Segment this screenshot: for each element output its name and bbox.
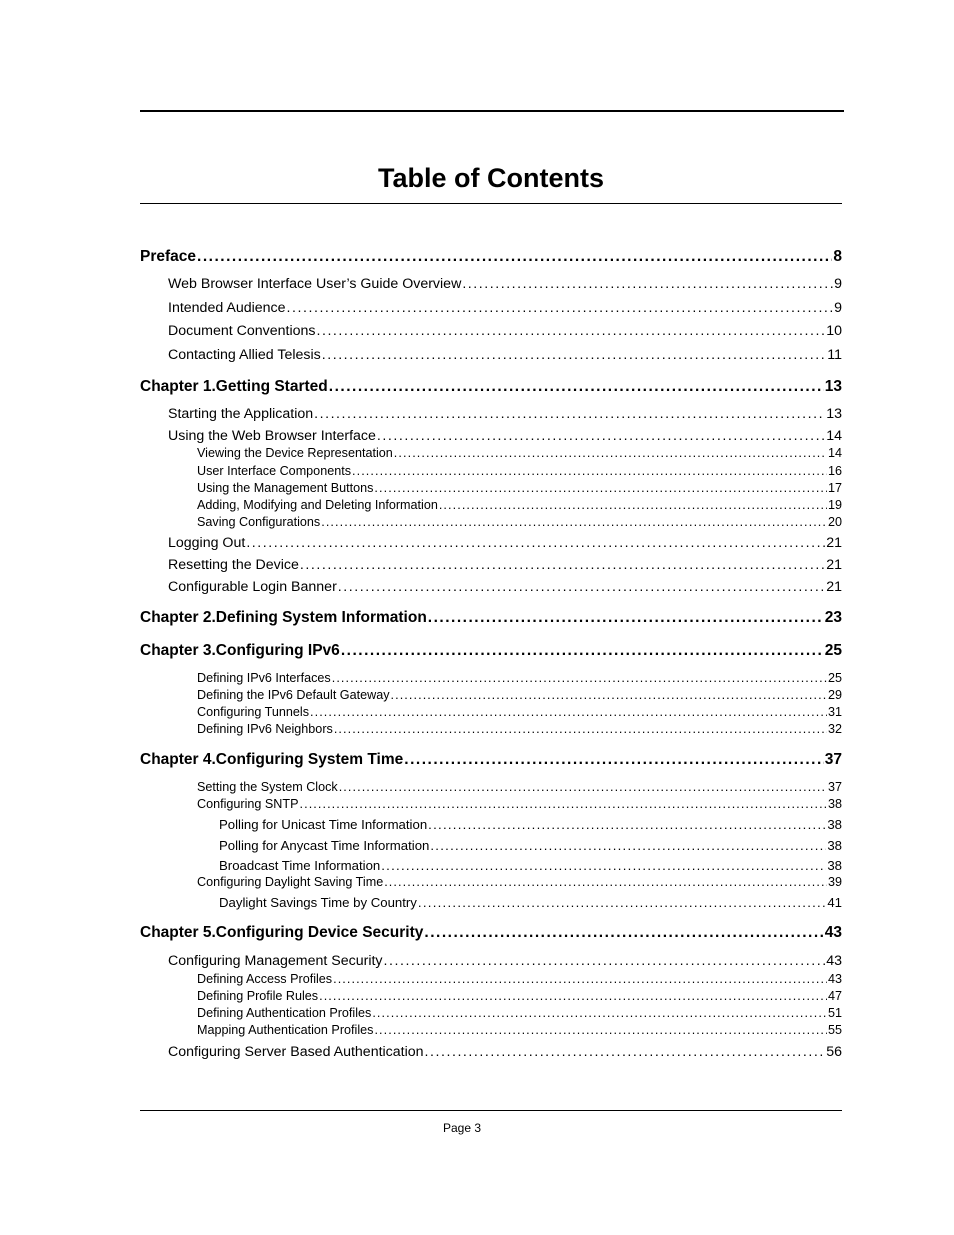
toc-entry[interactable]: Daylight Savings Time by Country . . . 41 [219, 895, 842, 910]
toc-entry-chapter-4[interactable]: Chapter 4.Configuring System Time . . . 37 [140, 751, 842, 769]
toc-entry[interactable]: Configuring Daylight Saving Time . . . 39 [197, 875, 842, 889]
toc-entry[interactable]: Using the Web Browser Interface . . . 14 [168, 428, 842, 444]
toc-entry-chapter-2[interactable]: Chapter 2.Defining System Information . . . 23 [140, 609, 842, 627]
toc-entry[interactable]: Polling for Unicast Time Information . . . 38 [219, 817, 842, 832]
toc-entry[interactable]: Contacting Allied Telesis . . . 11 [168, 347, 842, 363]
toc-entry[interactable]: Logging Out . . . 21 [168, 535, 842, 551]
toc-entry[interactable]: User Interface Components . . . 16 [197, 464, 842, 478]
toc-entry[interactable]: Web Browser Interface User’s Guide Overview . . . 9 [168, 276, 842, 292]
toc-entry[interactable]: Viewing the Device Representation . . . 14 [197, 446, 842, 460]
footer-rule [140, 1110, 842, 1111]
toc-entry[interactable]: Setting the System Clock . . . 37 [197, 780, 842, 794]
toc-entry[interactable]: Starting the Application . . . 13 [168, 406, 842, 422]
toc-entry[interactable]: Configuring Tunnels . . . 31 [197, 705, 842, 719]
toc-entry[interactable]: Defining IPv6 Interfaces . . . 25 [197, 671, 842, 685]
toc-entry[interactable]: Defining Profile Rules . . . 47 [197, 989, 842, 1003]
toc-entry[interactable]: Using the Management Buttons . . . 17 [197, 481, 842, 495]
toc-entry[interactable]: Defining Access Profiles . . . 43 [197, 972, 842, 986]
toc-entry[interactable]: Adding, Modifying and Deleting Information . . . 19 [197, 498, 842, 512]
toc-entry[interactable]: Defining Authentication Profiles . . . 51 [197, 1006, 842, 1020]
toc-entry-chapter-5[interactable]: Chapter 5.Configuring Device Security . . . 43 [140, 924, 842, 942]
toc-entry[interactable]: Configuring Server Based Authentication . . . 56 [168, 1044, 842, 1060]
toc-entry[interactable]: Polling for Anycast Time Information . . . 38 [219, 838, 842, 853]
toc-entry-chapter-1[interactable]: Chapter 1.Getting Started . . . 13 [140, 378, 842, 396]
toc-entry[interactable]: Defining IPv6 Neighbors . . . 32 [197, 722, 842, 736]
toc-entry-chapter-3[interactable]: Chapter 3.Configuring IPv6 . . . 25 [140, 642, 842, 660]
toc-entry[interactable]: Defining the IPv6 Default Gateway . . . 29 [197, 688, 842, 702]
toc-entry[interactable]: Configurable Login Banner . . . 21 [168, 579, 842, 595]
toc-entry-preface[interactable]: Preface . . . 8 [140, 248, 842, 266]
page-title: Table of Contents [378, 163, 604, 193]
toc-entry[interactable]: Configuring SNTP . . . 38 [197, 797, 842, 811]
toc-entry[interactable]: Saving Configurations . . . 20 [197, 515, 842, 529]
toc-entry[interactable]: Mapping Authentication Profiles . . . 55 [197, 1023, 842, 1037]
toc-entry[interactable]: Resetting the Device . . . 21 [168, 557, 842, 573]
toc-entry[interactable]: Configuring Management Security . . . 43 [168, 953, 842, 969]
toc-entry[interactable]: Intended Audience . . . 9 [168, 300, 842, 316]
page-number: Page 3 [442, 1121, 482, 1135]
toc-entry[interactable]: Document Conventions . . . 10 [168, 323, 842, 339]
toc-entry[interactable]: Broadcast Time Information . . . 38 [219, 858, 842, 873]
